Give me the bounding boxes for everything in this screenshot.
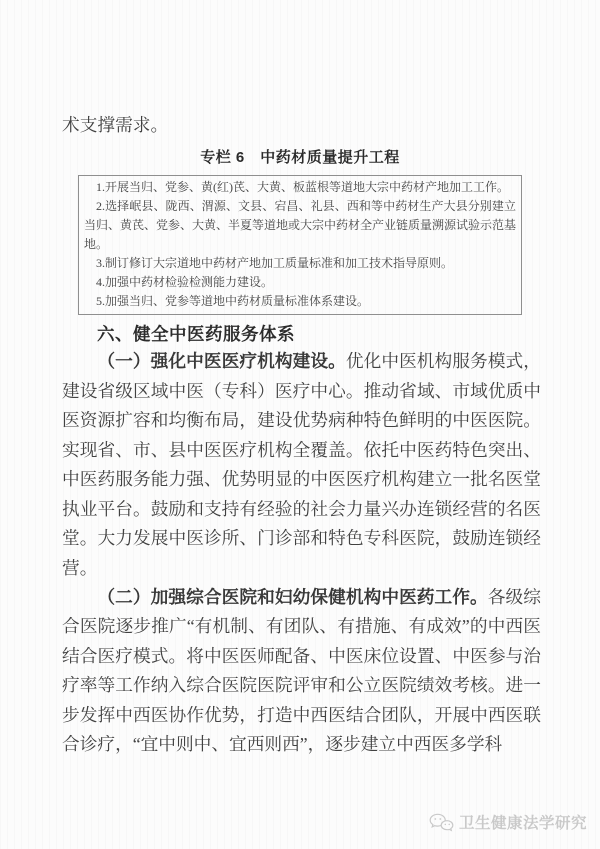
watermark: [429, 811, 587, 833]
paragraph-1-body: 优化中医机构服务模式，建设省级区域中医（专科）医疗中心。推动省域、市域优质中医资源扩容和均衡布局，建设优势病种特色鲜明的中医医院。实现省、市、县中医医疗机构全覆盖。依托中医药特色突出、中医药服务能力强、优势明显的中医医疗机构建立一批名医堂执业平台。鼓励和支持有经验的社会力量兴办连锁经营的名医堂。大力发展中医诊所、门诊部和特色专科医院，鼓励连锁经营。: [62, 351, 541, 578]
paragraph-2-lead: （二）加强综合医院和妇幼保健机构中医药工作。: [97, 587, 488, 608]
section-heading: 六、健全中医药服务体系: [97, 324, 295, 345]
paragraph-2-body: 各级综合医院逐步推广“有机制、有团队、有措施、有成效”的中西医结合医疗模式。将中医医师配备、中医床位设置、中医参与治疗率等工作纳入综合医院医院评审和公立医院绩效考核。进一步发挥中西医协作优势，打造中西医结合团队，开展中西医联合诊疗，“宜中则中、宜西则西”，逐步建立中西医多学科: [62, 587, 541, 755]
watermark-label: 卫生健康法学研究: [458, 815, 587, 832]
paragraph-1-lead: （一）强化中医医疗机构建设。: [97, 351, 346, 372]
paragraph-1: [62, 347, 541, 583]
column-title: 专栏 6 中药材质量提升工程: [200, 149, 400, 167]
column-item-4: 4.加强中药材检验检测能力建设。: [96, 275, 274, 290]
column-box: [78, 175, 522, 315]
column-item-1: 1.开展当归、党参、黄(红)芪、大黄、板蓝根等道地大宗中药材产地加工工作。: [96, 180, 509, 195]
carryover-paragraph-text: 术支撑需求。: [62, 115, 169, 135]
column-item-3: 3.制订修订大宗道地中药材产地加工质量标准和加工技术指导原则。: [96, 256, 454, 271]
paragraph-2: [62, 583, 541, 760]
column-item-2: 2.选择岷县、陇西、渭源、文县、宕昌、礼县、西和等中药材生产大县分别建立当归、黄芪、党参、大黄、半夏等道地或大宗中药材全产业链质量溯源试验示范基地。: [84, 199, 517, 252]
wechat-icon: [429, 813, 454, 832]
column-item-5: 5.加强当归、党参等道地中药材质量标准体系建设。: [96, 294, 370, 309]
